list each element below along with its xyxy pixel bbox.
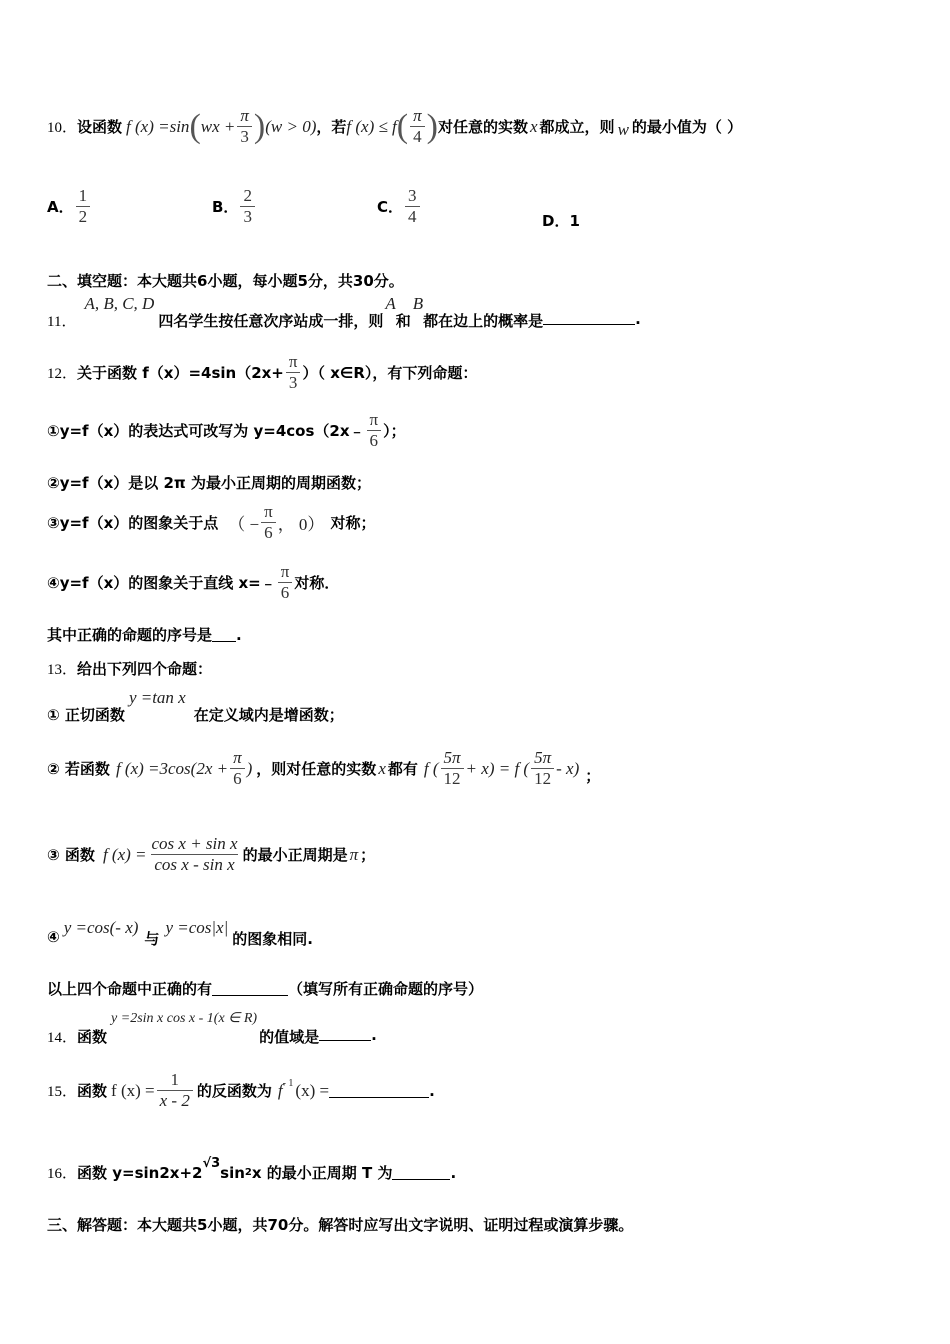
q16-stem: 16． 函数 y=sin2x+2 √3 sin 2 x 的最小正周期 T 为 . — [47, 1156, 457, 1182]
q13-answer-blank[interactable] — [212, 981, 288, 996]
q15-stem: 15． 函数 f (x) = $\frac{1}{x - 2}$ 的反函数为 f - 1 (x) = . — [47, 1070, 435, 1110]
q13-proposition-2: ② 若函数 f (x) =3cos(2x + $\frac{\pi}{6}$ ) ，则对任意的实数 x 都有 f ( $\frac{5\pi}{12}$ + x) = f ( $\frac{5\pi}{12}$ - x) ； — [47, 748, 601, 788]
q12-proposition-4: ④y=f（x）的图象关于直线 x=﹣ $\frac{\pi}{6}$ 对称． — [47, 562, 340, 602]
q10-option-d[interactable]: D． 1 — [542, 211, 580, 230]
q13-proposition-3: ③ 函数 f (x) = $\frac{\text{cos x + sin x}}{\text{cos x - sin x}}$ 的最小正周期是 π ； — [47, 834, 376, 874]
q13-answer-line: 以上四个命题中正确的有 （填写所有正确命题的序号） — [47, 980, 484, 998]
q11-answer-blank[interactable] — [543, 310, 635, 325]
q12-proposition-3: ③y=f（x）的图象关于点 （ − $\frac{\pi}{6}$ ， 0） 对称； — [47, 502, 376, 542]
q14-stem: 14． 函数 y =2sin x cos x - 1(x ∈ R) 的值域是 . — [47, 1011, 377, 1046]
q16-answer-blank[interactable] — [392, 1165, 450, 1180]
section2-heading: 二、填空题：本大题共6小题，每小题5分，共30分。 — [47, 272, 404, 290]
q12-proposition-1: ①y=f（x）的表达式可改写为 y=4cos（2x﹣ $\frac{\pi}{6}$ ）； — [47, 410, 406, 450]
q15-answer-blank[interactable] — [329, 1083, 429, 1098]
q10-number: 10． — [47, 120, 78, 136]
q13-stem: 13． 给出下列四个命题： — [47, 660, 213, 678]
q12-answer-line: 其中正确的命题的序号是 . — [47, 625, 242, 644]
q14-answer-blank[interactable] — [319, 1026, 371, 1041]
q13-proposition-1: ① 正切函数 y =tan x 在定义域内是增函数； — [47, 688, 344, 724]
q13-proposition-4: ④ y =cos(- x) 与 y =cos|x| 的图象相同. — [47, 918, 313, 948]
q12-stem: 12． 关于函数 f（x）=4sin（2x+ $\frac{\pi}{3}$ ）（ x∈R），有下列命题： — [47, 352, 478, 392]
q10-option-a[interactable]: A． $\frac{1}{2}$ — [47, 186, 92, 227]
q10-stem: 10． 设函数 f (x) =sin ( wx + $\frac{\pi}{3}$ ) (w > 0) ，若 f (x) ≤ f ( $\frac{\pi}{4}$ ) 对任意的实数 x 都成立，则 w 的最小值为（ ） — [47, 106, 743, 146]
q11-stem: 11． A, B, C, D 四名学生按任意次序站成一排，则 A 和 B 都在边上的概率是 . — [47, 294, 641, 330]
q12-proposition-2: ②y=f（x）是以 2π 为最小正周期的周期函数； — [47, 474, 371, 492]
q12-answer-blank[interactable] — [212, 627, 236, 642]
q10-option-b[interactable]: B． $\frac{2}{3}$ — [212, 186, 257, 227]
q10-frac-pi-4: $\frac{\pi}{4}$ — [410, 106, 425, 147]
q10-function: f (x) =sin — [126, 116, 190, 136]
q10-option-c[interactable]: C． $\frac{3}{4}$ — [377, 186, 422, 227]
q10-frac-pi-3: $\frac{\pi}{3}$ — [237, 106, 252, 147]
section3-heading: 三、解答题：本大题共5小题，共70分。解答时应写出文字说明、证明过程或演算步骤。 — [47, 1216, 634, 1234]
